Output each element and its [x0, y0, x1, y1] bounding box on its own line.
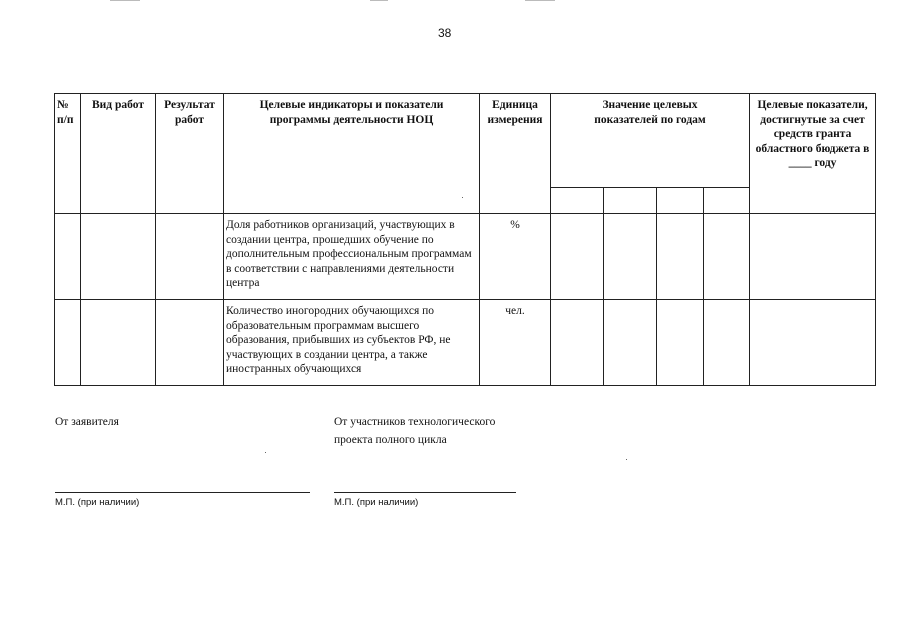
header-result: Результат работ	[156, 94, 224, 214]
table-row	[55, 300, 876, 386]
table-row	[55, 214, 876, 300]
cell-work-type	[81, 300, 156, 386]
cell-result	[156, 300, 224, 386]
cell-value	[657, 300, 704, 386]
cell-grant	[750, 214, 876, 300]
scan-speck	[626, 459, 627, 460]
header-indicators: Целевые индикаторы и показатели программы деятельности НОЦ	[224, 94, 480, 214]
cell-unit: чел.	[480, 300, 551, 386]
header-values-by-year: Значение целевых показателей по годам	[551, 94, 750, 188]
cell-value	[551, 300, 604, 386]
target-indicators-table	[54, 93, 876, 386]
header-num: № п/п	[55, 94, 81, 214]
cell-indicator: Доля работников организаций, участвующих в создании центра, прошедших обучение по дополнительным профессиональным программам в соответствии с направлениями деятельности центра	[224, 214, 480, 300]
cell-work-type	[81, 214, 156, 300]
header-unit: Единица измерения	[480, 94, 551, 214]
year-cell	[704, 188, 750, 214]
cell-value	[604, 300, 657, 386]
participants-label: От участников технологического проекта полного цикла	[334, 416, 496, 446]
applicant-signature-line	[55, 492, 310, 493]
applicant-label: От заявителя	[55, 416, 119, 428]
stamp-note-left: М.П. (при наличии)	[55, 497, 140, 508]
header-work-type: Вид работ	[81, 94, 156, 214]
cell-value	[604, 214, 657, 300]
stamp-note-right: М.П. (при наличии)	[334, 497, 419, 508]
year-cell	[551, 188, 604, 214]
top-edge-mark	[370, 0, 388, 1]
cell-grant	[750, 300, 876, 386]
scan-speck	[462, 197, 463, 198]
participants-signature-line	[334, 492, 516, 493]
cell-num	[55, 214, 81, 300]
cell-unit: %	[480, 214, 551, 300]
cell-value	[657, 214, 704, 300]
cell-result	[156, 214, 224, 300]
header-row	[55, 94, 876, 188]
cell-value	[704, 214, 750, 300]
year-cell	[657, 188, 704, 214]
page-number: 38	[438, 26, 452, 40]
cell-num	[55, 300, 81, 386]
cell-indicator: Количество иногородних обучающихся по образовательным программам высшего образования, прибывших из субъектов РФ, не участвующих в создании центра, а также иностранных обучающихся	[224, 300, 480, 386]
cell-value	[551, 214, 604, 300]
year-cell	[604, 188, 657, 214]
top-edge-mark	[110, 0, 140, 1]
cell-value	[704, 300, 750, 386]
scan-speck	[265, 452, 266, 453]
header-grant-indicators: Целевые показатели, достигнутые за счет средств гранта областного бюджета в ____ году	[750, 94, 876, 214]
top-edge-mark	[525, 0, 555, 1]
